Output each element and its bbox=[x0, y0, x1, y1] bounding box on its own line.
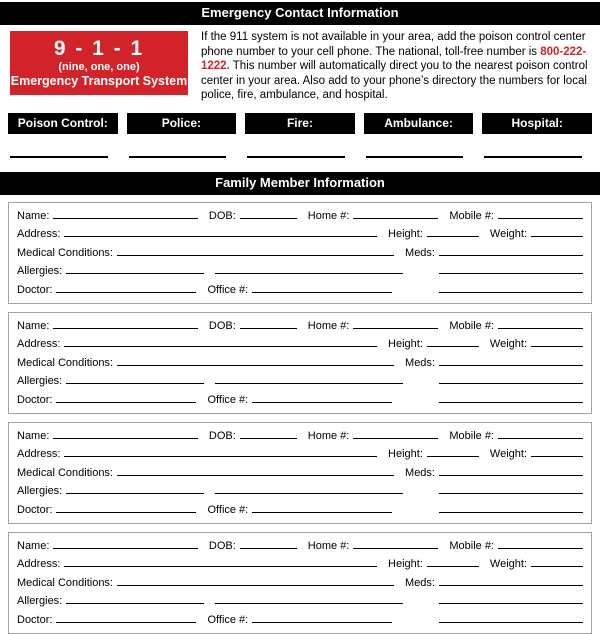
allergies-write-in-line bbox=[66, 263, 204, 274]
name-label: Name: bbox=[17, 429, 50, 442]
meds-label: Meds: bbox=[405, 466, 435, 479]
contact-write-in-line bbox=[484, 134, 582, 158]
mobile-number-label: Mobile #: bbox=[449, 209, 494, 222]
mobile-number-label: Mobile #: bbox=[449, 539, 494, 552]
meds-continuation-line-2 bbox=[439, 282, 583, 293]
dob-label: DOB: bbox=[208, 209, 236, 222]
allergies-label: Allergies: bbox=[17, 265, 63, 278]
contact-write-in-line bbox=[129, 134, 227, 158]
meds-write-in-line bbox=[439, 245, 583, 256]
allergies-continuation-line bbox=[215, 263, 403, 274]
medical-conditions-write-in-line bbox=[117, 355, 394, 366]
doctor-write-in-line bbox=[56, 612, 196, 623]
home-number-label: Home #: bbox=[307, 429, 350, 442]
name-write-in-line bbox=[53, 538, 197, 549]
instructions-text-after: This number will automatically direct you to the nearest poison control center in your area. Also add to your phone’s directory the numbers for local police, fire, ambulance, and hospital. bbox=[201, 60, 588, 102]
emergency-contact-title: Emergency Contact Information bbox=[201, 5, 399, 20]
contact-write-in-line bbox=[247, 134, 345, 158]
height-write-in-line bbox=[427, 446, 479, 457]
medical-conditions-label: Medical Conditions: bbox=[17, 356, 113, 369]
allergies-write-in-line bbox=[66, 593, 204, 604]
family-member-box bbox=[8, 422, 592, 524]
mobile-number-write-in-line bbox=[498, 428, 583, 439]
name-label: Name: bbox=[17, 209, 50, 222]
family-member-boxes bbox=[0, 202, 600, 634]
height-write-in-line bbox=[427, 226, 479, 237]
height-label: Height: bbox=[388, 228, 423, 241]
member-row-allergies bbox=[17, 593, 583, 611]
meds-continuation-line-2 bbox=[439, 502, 583, 513]
meds-write-in-line bbox=[439, 575, 583, 586]
address-label: Address: bbox=[17, 228, 61, 241]
dob-write-in-line bbox=[240, 538, 297, 549]
contact-label: Police: bbox=[127, 113, 237, 134]
intro-section bbox=[0, 25, 600, 103]
name-write-in-line bbox=[53, 208, 197, 219]
meds-continuation-line-2 bbox=[439, 612, 583, 623]
weight-label: Weight: bbox=[489, 228, 527, 241]
poison-control-phone-number: 800-222-1222. bbox=[201, 45, 587, 73]
medical-conditions-write-in-line bbox=[117, 245, 394, 256]
member-row-address bbox=[17, 556, 583, 574]
contact-column bbox=[482, 113, 592, 158]
doctor-label: Doctor: bbox=[17, 613, 53, 626]
instructions-paragraph bbox=[201, 30, 594, 103]
office-number-label: Office #: bbox=[207, 283, 249, 296]
address-label: Address: bbox=[17, 338, 61, 351]
height-label: Height: bbox=[388, 448, 423, 461]
member-row-allergies bbox=[17, 483, 583, 501]
meds-continuation-line-1 bbox=[439, 483, 583, 494]
member-row-doctor bbox=[17, 392, 583, 410]
office-number-write-in-line bbox=[252, 502, 392, 513]
address-label: Address: bbox=[17, 558, 61, 571]
badge-911-subtitle: (nine, one, one) bbox=[58, 61, 140, 73]
instructions-text-before: If the 911 system is not available in your area, add the poison control center phone number to your cell phone. The national, toll-free number is bbox=[201, 31, 586, 58]
member-row-doctor bbox=[17, 612, 583, 630]
meds-label: Meds: bbox=[405, 356, 435, 369]
emergency-contact-header bbox=[0, 2, 600, 25]
family-member-box bbox=[8, 532, 592, 634]
office-number-label: Office #: bbox=[207, 613, 249, 626]
height-label: Height: bbox=[388, 338, 423, 351]
name-label: Name: bbox=[17, 539, 50, 552]
allergies-write-in-line bbox=[66, 483, 204, 494]
member-row-doctor bbox=[17, 282, 583, 300]
address-write-in-line bbox=[64, 446, 377, 457]
meds-continuation-line-2 bbox=[439, 392, 583, 403]
member-row-address bbox=[17, 226, 583, 244]
member-row-medical bbox=[17, 245, 583, 263]
member-row-medical bbox=[17, 355, 583, 373]
mobile-number-write-in-line bbox=[498, 208, 583, 219]
home-number-write-in-line bbox=[353, 208, 438, 219]
member-row-allergies bbox=[17, 373, 583, 391]
allergies-continuation-line bbox=[215, 483, 403, 494]
contact-label: Hospital: bbox=[482, 113, 592, 134]
member-row-medical bbox=[17, 465, 583, 483]
meds-continuation-line-1 bbox=[439, 593, 583, 604]
member-row-name bbox=[17, 428, 583, 446]
weight-write-in-line bbox=[531, 556, 583, 567]
doctor-write-in-line bbox=[56, 502, 196, 513]
meds-write-in-line bbox=[439, 465, 583, 476]
height-write-in-line bbox=[427, 336, 479, 347]
address-label: Address: bbox=[17, 448, 61, 461]
weight-write-in-line bbox=[531, 336, 583, 347]
member-row-address bbox=[17, 336, 583, 354]
contact-column bbox=[245, 113, 355, 158]
address-write-in-line bbox=[64, 556, 377, 567]
allergies-continuation-line bbox=[215, 373, 403, 384]
member-row-name bbox=[17, 208, 583, 226]
allergies-continuation-line bbox=[215, 593, 403, 604]
home-number-label: Home #: bbox=[307, 209, 350, 222]
doctor-label: Doctor: bbox=[17, 393, 53, 406]
family-member-box bbox=[8, 312, 592, 414]
name-label: Name: bbox=[17, 319, 50, 332]
badge-911 bbox=[10, 31, 188, 95]
office-number-write-in-line bbox=[252, 282, 392, 293]
member-row-medical bbox=[17, 575, 583, 593]
meds-label: Meds: bbox=[405, 576, 435, 589]
doctor-label: Doctor: bbox=[17, 283, 53, 296]
meds-write-in-line bbox=[439, 355, 583, 366]
contact-column bbox=[127, 113, 237, 158]
mobile-number-label: Mobile #: bbox=[449, 319, 494, 332]
address-write-in-line bbox=[64, 226, 377, 237]
dob-write-in-line bbox=[240, 318, 297, 329]
mobile-number-write-in-line bbox=[498, 318, 583, 329]
allergies-label: Allergies: bbox=[17, 595, 63, 608]
member-row-address bbox=[17, 446, 583, 464]
home-number-write-in-line bbox=[353, 428, 438, 439]
office-number-label: Office #: bbox=[207, 503, 249, 516]
address-write-in-line bbox=[64, 336, 377, 347]
contact-write-in-line bbox=[10, 134, 108, 158]
badge-911-caption: Emergency Transport System bbox=[10, 74, 188, 88]
allergies-label: Allergies: bbox=[17, 375, 63, 388]
member-row-doctor bbox=[17, 502, 583, 520]
contact-label: Ambulance: bbox=[364, 113, 474, 134]
meds-continuation-line-1 bbox=[439, 263, 583, 274]
mobile-number-label: Mobile #: bbox=[449, 429, 494, 442]
family-member-title: Family Member Information bbox=[215, 174, 385, 190]
contact-column bbox=[8, 113, 118, 158]
weight-label: Weight: bbox=[489, 338, 527, 351]
home-number-label: Home #: bbox=[307, 319, 350, 332]
home-number-write-in-line bbox=[353, 538, 438, 549]
name-write-in-line bbox=[53, 318, 197, 329]
contact-column bbox=[364, 113, 474, 158]
member-row-allergies bbox=[17, 263, 583, 281]
office-number-label: Office #: bbox=[207, 393, 249, 406]
weight-label: Weight: bbox=[489, 558, 527, 571]
dob-write-in-line bbox=[240, 428, 297, 439]
dob-label: DOB: bbox=[208, 319, 236, 332]
office-number-write-in-line bbox=[252, 392, 392, 403]
contact-write-in-line bbox=[366, 134, 464, 158]
medical-conditions-label: Medical Conditions: bbox=[17, 246, 113, 259]
medical-conditions-write-in-line bbox=[117, 575, 394, 586]
weight-write-in-line bbox=[531, 446, 583, 457]
office-number-write-in-line bbox=[252, 612, 392, 623]
badge-911-number: 9 - 1 - 1 bbox=[53, 37, 145, 60]
member-row-name bbox=[17, 318, 583, 336]
dob-label: DOB: bbox=[208, 539, 236, 552]
meds-continuation-line-1 bbox=[439, 373, 583, 384]
home-number-label: Home #: bbox=[307, 539, 350, 552]
meds-label: Meds: bbox=[405, 246, 435, 259]
dob-label: DOB: bbox=[208, 429, 236, 442]
family-member-box bbox=[8, 202, 592, 304]
allergies-label: Allergies: bbox=[17, 485, 63, 498]
medical-conditions-label: Medical Conditions: bbox=[17, 576, 113, 589]
height-write-in-line bbox=[427, 556, 479, 567]
height-label: Height: bbox=[388, 558, 423, 571]
medical-conditions-label: Medical Conditions: bbox=[17, 466, 113, 479]
doctor-label: Doctor: bbox=[17, 503, 53, 516]
name-write-in-line bbox=[53, 428, 197, 439]
weight-write-in-line bbox=[531, 226, 583, 237]
dob-write-in-line bbox=[240, 208, 297, 219]
emergency-contacts-row bbox=[8, 113, 592, 158]
weight-label: Weight: bbox=[489, 448, 527, 461]
family-member-header bbox=[0, 172, 600, 195]
medical-conditions-write-in-line bbox=[117, 465, 394, 476]
allergies-write-in-line bbox=[66, 373, 204, 384]
contact-label: Poison Control: bbox=[8, 113, 118, 134]
member-row-name bbox=[17, 538, 583, 556]
doctor-write-in-line bbox=[56, 282, 196, 293]
contact-label: Fire: bbox=[245, 113, 355, 134]
home-number-write-in-line bbox=[353, 318, 438, 329]
mobile-number-write-in-line bbox=[498, 538, 583, 549]
doctor-write-in-line bbox=[56, 392, 196, 403]
